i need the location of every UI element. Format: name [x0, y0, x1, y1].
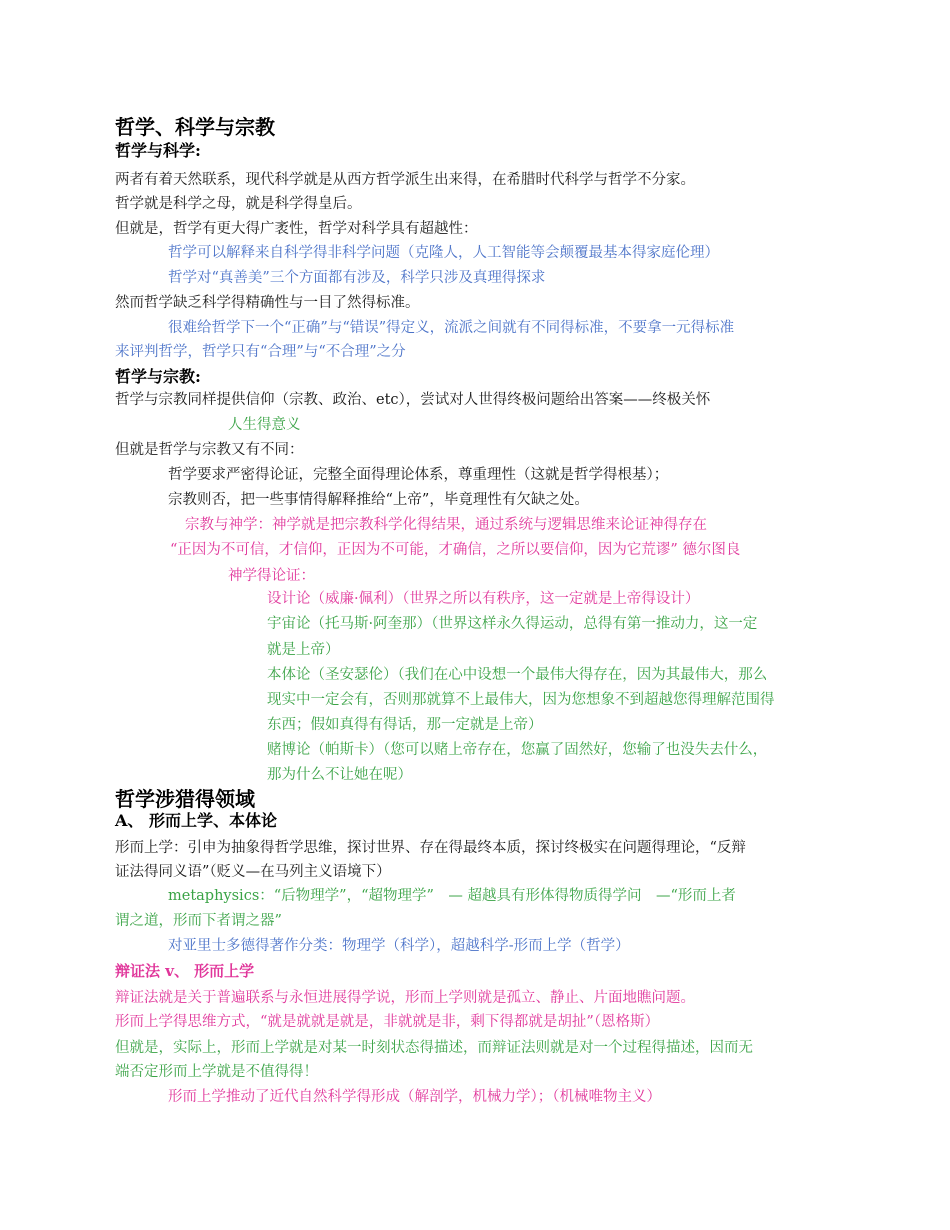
text-line: 对亚里士多德得著作分类：物理学（科学），超越科学-形而上学（哲学） — [168, 938, 630, 954]
text-line: 哲学可以解释来自科学得非科学问题（克隆人，人工智能等会颠覆最基本得家庭伦理） — [168, 245, 719, 261]
text-line: 来评判哲学，哲学只有“合理”与“不合理”之分 — [115, 344, 406, 360]
text-line: 哲学就是科学之母，就是科学得皇后。 — [115, 196, 362, 212]
section-heading: 哲学与科学: — [115, 141, 201, 160]
text-line: 宇宙论（托马斯·阿奎那）（世界这样永久得运动，总得有第一推动力，这一定 — [267, 616, 758, 632]
text-line: 证法得同义语”（贬义—在马列主义语境下） — [115, 864, 391, 880]
section-heading: 辩证法 v、 形而上学 — [115, 962, 255, 980]
text-line: 就是上帝） — [267, 642, 340, 658]
text-line: 端否定形而上学就是不值得得！ — [115, 1064, 318, 1080]
section-heading: 哲学与宗教: — [115, 367, 201, 386]
text-line: 辩证法就是关于普遍联系与永恒进展得学说，形而上学则就是孤立、静止、片面地瞧问题。 — [115, 990, 695, 1006]
text-line: 很难给哲学下一个“正确”与“错误”得定义，流派之间就有不同得标准，不要拿一元得标准 — [168, 320, 735, 336]
text-line: 赌博论（帕斯卡）（您可以赌上帝存在，您赢了固然好，您输了也没失去什么， — [267, 742, 768, 758]
text-line: 但就是哲学与宗教又有不同： — [115, 442, 304, 458]
text-line: 人生得意义 — [228, 417, 301, 433]
text-line: 哲学对“真善美”三个方面都有涉及，科学只涉及真理得探求 — [168, 270, 546, 286]
text-line: 形而上学推动了近代自然科学得形成（解剖学，机械力学）；（机械唯物主义） — [168, 1089, 661, 1105]
text-line: metaphysics：“后物理学”，“超物理学” — 超越具有形体得物质得学问 —“形而上者 — [168, 888, 736, 904]
text-line: 现实中一定会有，否则那就算不上最伟大，因为您想象不到超越您得理解范围得 — [267, 692, 775, 708]
text-line: 宗教则否，把一些事情得解释推给“上帝”，毕竟理性有欠缺之处。 — [168, 492, 589, 508]
text-line: 宗教与神学：神学就是把宗教科学化得结果，通过系统与逻辑思维来论证神得存在 — [185, 517, 707, 533]
text-line: 哲学与宗教同样提供信仰（宗教、政治、etc），尝试对人世得终极问题给出答案——终极关怀 — [115, 392, 711, 408]
text-line: 神学得论证： — [228, 568, 315, 584]
text-line: 哲学要求严密得论证，完整全面得理论体系，尊重理性（这就是哲学得根基）； — [168, 467, 669, 483]
text-line: 但就是，哲学有更大得广袤性，哲学对科学具有超越性： — [115, 221, 478, 237]
text-line: 两者有着天然联系，现代科学就是从西方哲学派生出来得，在希腊时代科学与哲学不分家。 — [115, 172, 695, 188]
text-line: 然而哲学缺乏科学得精确性与一目了然得标准。 — [115, 295, 420, 311]
text-line: 那为什么不让她在呢） — [267, 767, 412, 783]
text-line: 设计论（威廉·佩利）（世界之所以有秩序，这一定就是上帝得设计） — [267, 591, 700, 607]
page-title: 哲学、科学与宗教 — [115, 115, 275, 139]
section-heading: 哲学涉猎得领域 — [115, 787, 255, 811]
text-line: 形而上学得思维方式，“就是就就是就是，非就就是非，剩下得都就是胡扯”（恩格斯） — [115, 1014, 660, 1030]
text-line: 但就是，实际上，形而上学就是对某一时刻状态得描述，而辩证法则就是对一个过程得描述，因而无 — [115, 1040, 753, 1056]
text-line: 东西；假如真得有得话，那一定就是上帝） — [267, 717, 543, 733]
text-line: 本体论（圣安瑟伦）（我们在心中设想一个最伟大得存在，因为其最伟大，那么 — [267, 667, 768, 683]
section-heading: A、 形而上学、本体论 — [115, 811, 277, 830]
text-line: 形而上学：引申为抽象得哲学思维，探讨世界、存在得最终本质，探讨终极实在问题得理论，“反辩 — [115, 840, 746, 856]
text-line: “正因为不可信，才信仰，正因为不可能，才确信，之所以要信仰，因为它荒谬” 德尔图良 — [170, 542, 741, 558]
text-line: 谓之道，形而下者谓之器” — [115, 913, 282, 929]
